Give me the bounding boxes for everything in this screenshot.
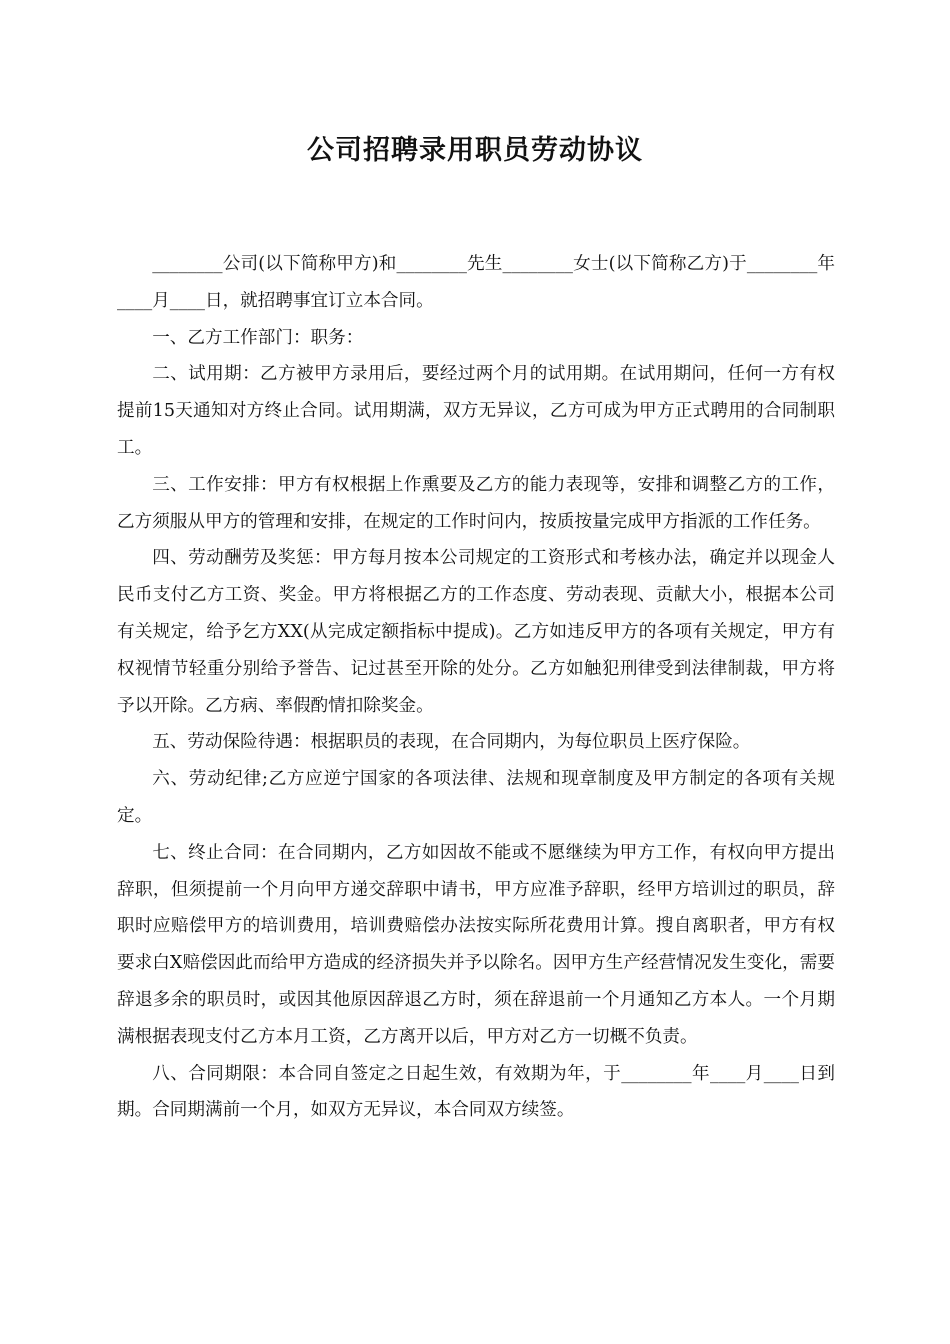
clause-3-work-arrangement: 三、工作安排：甲方有权根据上作熏要及乙方的能力表现等，安排和调整乙方的工作，乙方须服从甲方的管理和安排，在规定的工作时问内，按质按量完成甲方指派的工作任务。 bbox=[117, 474, 835, 532]
clause-7-termination: 七、终止合同：在合同期内，乙方如因故不能或不愿继续为甲方工作，有权向甲方提出辞职，但须提前一个月向甲方递交辞职中请书，甲方应准予辞职，经甲方培训过的职员，辞职时应赔偿甲方的培训费用，培训费赔偿办法按实际所花费用计算。搜自离职者，甲方有权要求白X赔偿因此而给甲方造成的经济损失并予以除名。因甲方生产经营情况发生变化，需要辞退多余的职员时，或因其他原因辞退乙方时，须在辞退前一个月通知乙方本人。一个月期满根据表现支付乙方本月工资，乙方离开以后，甲方对乙方一切概不负责。 bbox=[117, 842, 835, 1047]
clause-5-insurance: 五、劳动保险待遇：根据职员的表现，在合同期内，为每位职员上医疗保险。 bbox=[152, 732, 751, 753]
clause-4-remuneration: 四、劳动酬劳及奖惩：甲方每月按本公司规定的工资形式和考核办法，确定并以现金人民币支付乙方工资、奖金。甲方将根据乙方的工作态度、劳动表现、贡献大小，根据本公司有关规定，给予乞方XX(从完成定额指标中提成)。乙方如违反甲方的各项有关规定，甲方有权视情节轻重分别给予誉告、记过甚至开除的处分。乙方如触犯刑律受到法律制裁，甲方将予以开除。乙方病、率假酌情扣除奖金。 bbox=[117, 548, 835, 716]
clause-6-discipline: 六、劳动纪律;乙方应逆宁国家的各项法律、法规和现章制度及甲方制定的各项有关规定。 bbox=[117, 769, 835, 826]
clause-1-department: 一、乙方工作部门：职务： bbox=[152, 327, 364, 348]
preamble-paragraph: ________公司(以下简称甲方)和________先生________女士(以下简称乙方)于________年____月____日，就招聘事宜订立本合同。 bbox=[117, 254, 835, 311]
clause-2-probation: 二、试用期：乙方被甲方录用后，要经过两个月的试用期。在试用期问，任何一方有权提前15天通知对方终止合同。试用期满，双方无异议，乙方可成为甲方正式聘用的合同制职工。 bbox=[117, 364, 835, 458]
clause-8-term: 八、合同期限：本合同自签定之日起生效，有效期为年，于________年____月____日到期。合同期满前一个月，如双方无异议，本合同双方续签。 bbox=[117, 1063, 835, 1121]
document-body bbox=[117, 246, 835, 1129]
document-title: 公司招聘录用职员劳动协议 bbox=[307, 135, 643, 166]
